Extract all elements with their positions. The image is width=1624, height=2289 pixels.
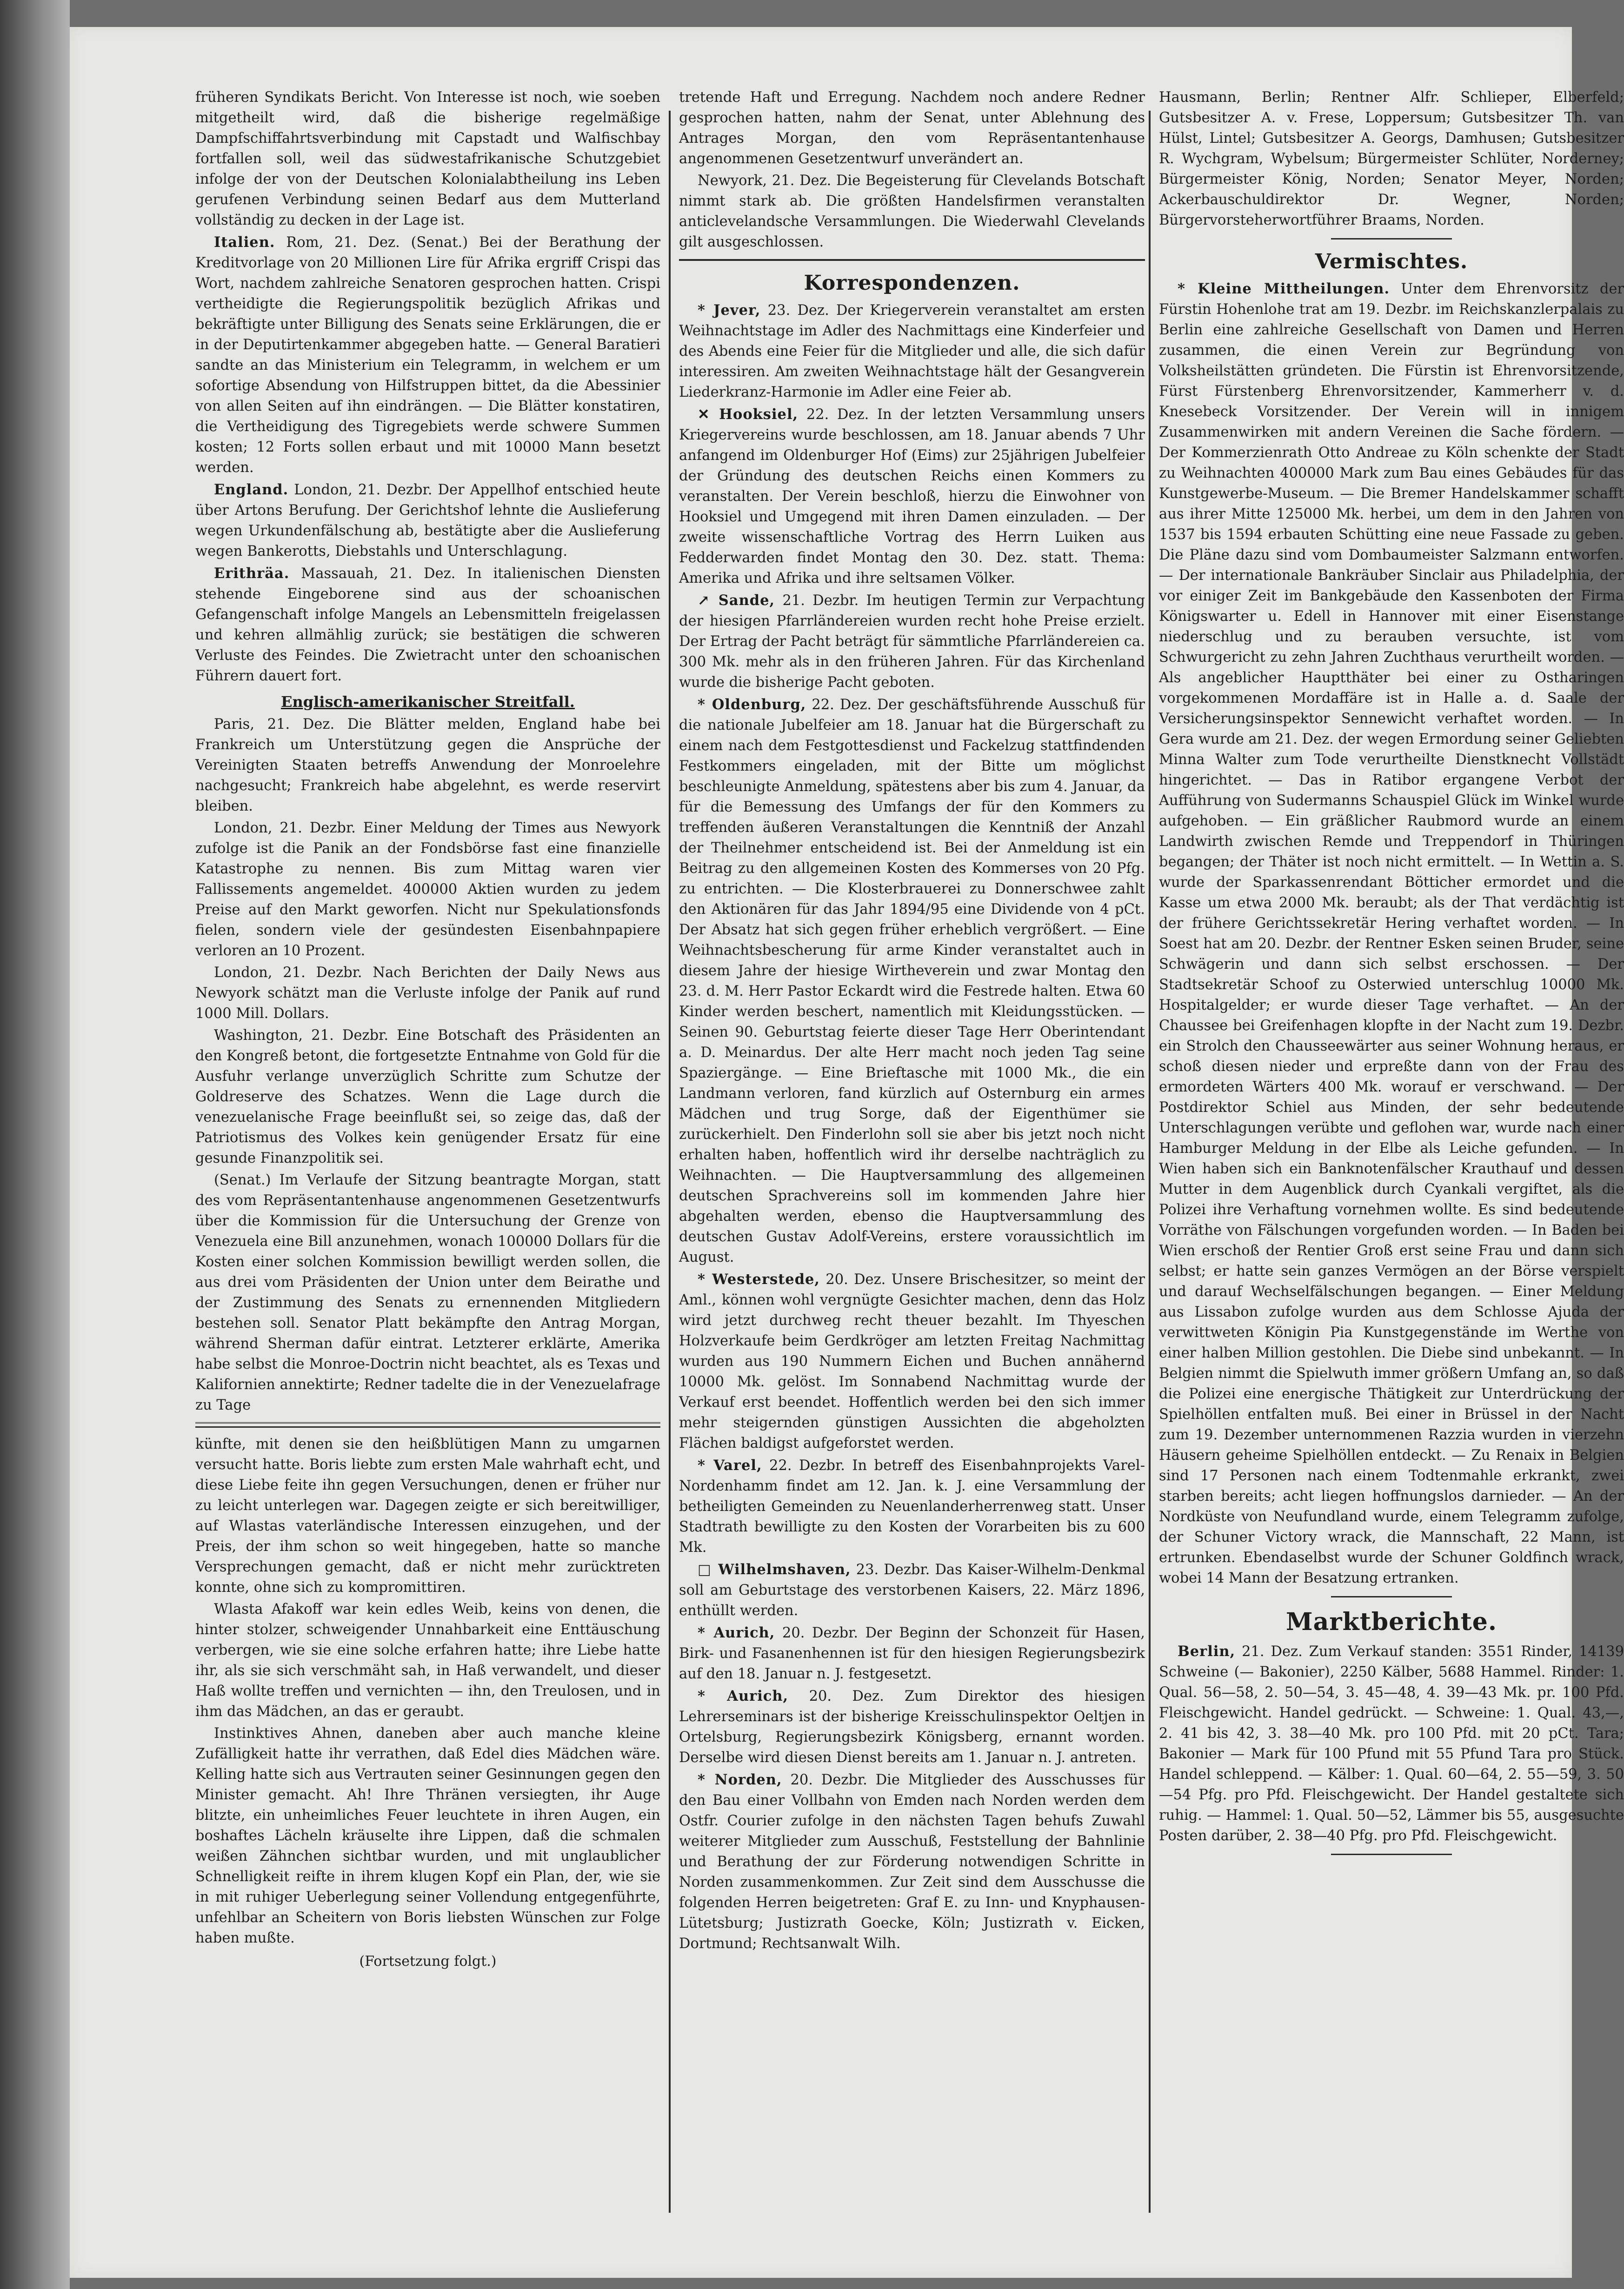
article-text: 20. Dez. Zum Direktor des hiesigen Lehrerseminars ist der bisherige Kreisschulinspektor Oeltjen in Ortelsburg, Regierungsbezirk Königsberg, ernannt worden. Derselbe wird diesen Dienst bereits am 1. Januar n. J. antreten. — [679, 1688, 1145, 1766]
column-rule — [669, 111, 671, 2213]
article-text: (Senat.) Im Verlaufe der Sitzung beantragte Morgan, statt des vom Repräsentantenhause angenommenen Gesetzentwurfs über die Kommission für die Untersuchung der Grenze von Venezuela eine Bill anzunehmen, wonach 100000 Dollars für die Kosten einer solchen Kommission bewilligt werden sollen, die aus drei vom Präsidenten der Union unter dem Beirathe und der Zustimmung des Senats zu ernennenden Mitgliedern bestehen soll. Senator Platt bekämpfte den Antrag Morgan, während Sherman dafür eintrat. Letzterer erklärte, Amerika habe selbst die Monroe-Doctrin nicht beachtet, als es Texas und Kalifornien annektirte; Redner tadelte die in der Venezuelafrage zu Tage — [195, 1172, 660, 1413]
article-lead: Italien. — [214, 234, 275, 251]
article-lead: * Oldenburg, — [698, 696, 806, 713]
newspaper-page — [70, 27, 1624, 2278]
article-text: Unter dem Ehrenvorsitz der Fürstin Hohenlohe trat am 19. Dezbr. im Reichskanzlerpalais zu Berlin eine zahlreiche Gesellschaft von Damen und Herren zusammen, die einen Verein zur Begründung von Volksheilstätten gründeten. Die Fürstin ist Ehrenvorsitzende, Fürst Fürstenberg Ehrenvorsitzender, Kammerherr v. d. Knesebeck Vorsitzender. Der Verein will in innigem Zusammenwirken mit andern Vereinen die Sache fördern. — Der Kommerzienrath Otto Andreae zu Köln schenkte der Stadt zu Weihnachten 400000 Mark zum Bau eines Gebäudes für das Kunstgewerbe-Museum. — Die Bremer Handelskammer schafft aus ihrer Mitte 125000 Mk. herbei, um dem in den Jahren von 1537 bis 1594 erbauten Schütting eine neue Fassade zu geben. Die Pläne dazu sind vom Dombaumeister Salzmann entworfen. — Der internationale Bankräuber Sinclair aus Philadelphia, der vor einiger Zeit im Bankgebäude den Kassenboten der Firma Königswarter u. Edell in Hannover mit einer Eisenstange niederschlug und zu berauben versuchte, ist vom Schwurgericht zu zehn Jahren Zuchthaus verurtheilt worden. — Als angeblicher Hauptthäter bei einer zu Ostharingen vorgekommenen Mordaffäre ist in Halle a. d. Saale der Versicherungsinspektor Sennewicht verhaftet worden. — In Gera wurde am 21. Dez. der wegen Ermordung seiner Geliebten Minna Walter zum Tode verurtheilte Dienstknecht Vollstädt hingerichtet. — Das in Ratibor ergangene Verbot der Aufführung von Sudermanns Schauspiel Glück im Winkel wurde aufgehoben. — Ein gräßlicher Raubmord wurde an einem Landwirth zwischen Remde und Treppendorf in Thüringen begangen; der Thäter ist noch nicht ermittelt. — In Wettin a. S. wurde der Sparkassenrendant Bötticher ermordet und die Kasse um etwa 2000 Mk. beraubt; als der That verdächtig ist der frühere Gerichtssekretär Hering verhaftet worden. — In Soest hat am 20. Dezbr. der Rentner Esken seinen Bruder, seine Schwägerin und dann sich selbst erschossen. — Der Stadtsekretär Schoof zu Osterwied unterschlug 10000 Mk. Hospitalgelder; er wurde dieser Tage verhaftet. — An der Chaussee bei Greifenhagen klopfte in der Nacht zum 19. Dezbr. ein Strolch den Chausseewärter aus seiner Wohnung heraus, er schoß diesen nieder und erpreßte dann von der Frau des ermordeten Wärters 400 Mk. worauf er verschwand. — Der Postdirektor Schiel aus Minden, der sehr bedeutende Unterschlagungen verübte und geflohen war, wurde nach einer Hamburger Meldung in der Elbe als Leiche gefunden. — In Wien haben sich ein Banknotenfälscher Krauthauf und dessen Mutter in dem Augenblick durch Cyankali vergiftet, als die Polizei ihre Verhaftung vornehmen wollte. Es sind bedeutende Vorräthe von Fälschungen vorgefunden worden. — In Baden bei Wien erschoß der Rentier Groß erst seine Frau und dann sich selbst; er hatte sein ganzes Vermögen an der Börse verspielt und darauf Wechselfälschungen begangen. — Einer Meldung aus Lissabon zufolge wurden aus dem Schlosse Ajuda der verwittweten Königin Pia Kunstgegenstände im Werthe von einer halben Million gestohlen. Die Diebe sind unbekannt. — In Belgien nimmt die Spielwuth immer größern Umfang an, so daß die Polizei eine energische Thätigkeit zur Unterdrückung der Spielhöllen entfalten muß. Bei einer in Brüssel in der Nacht zum 19. Dezember unternommenen Razzia wurden in vierzehn Häusern geheime Spielhöllen entdeckt. — Zu Renaix in Belgien sind 17 Personen nach einem Todtenmahle erkrankt, zwei starben bereits; acht liegen hoffnungslos darnieder. — An der Nordküste von Neufundland wurde, einem Telegramm zufolge, der Schuner Victory wrack, die Mannschaft, 22 Mann, ist ertrunken. Ebendaselbst wurde der Schuner Goldfinch wrack, wobei 14 Mann der Besatzung ertranken. — [1159, 281, 1624, 1586]
article-text: London, 21. Dezbr. Nach Berichten der Daily News aus Newyork schätzt man die Verluste infolge der Panik auf rund 1000 Mill. Dollars. — [195, 965, 660, 1022]
article-norden — [679, 1770, 1145, 1954]
column-middle — [679, 87, 1145, 2199]
article-england — [195, 479, 660, 562]
article-aurich — [679, 1623, 1145, 1684]
article-text: 23. Dezbr. Das Kaiser-Wilhelm-Denkmal soll am Geburtstage des verstorbenen Kaisers, 22. März 1896, enthüllt werden. — [679, 1562, 1145, 1619]
divider — [679, 259, 1145, 261]
section-heading: Korrespondenzen. — [804, 271, 1020, 295]
article-lead: * Kleine Mittheilungen. — [1178, 280, 1390, 297]
divider — [1331, 238, 1452, 240]
article-text: Hausmann, Berlin; Rentner Alfr. Schlieper, Elberfeld; Gutsbesitzer A. v. Frese, Loppersum; Gutsbesitzer Th. van Hülst, Lintel; Gutsbesitzer A. Georgs, Damhusen; Gutsbesitzer R. Wychgram, Wybelsum; Bürgermeister Schlüter, Norderney; Bürgermeister König, Norden; Senator Meyer, Norden; Ackerbauschuldirektor Dr. Wegner, Norden; Bürgervorsteherwortführer Braams, Norden. — [1159, 89, 1624, 228]
feuilleton-text: Instinktives Ahnen, daneben aber auch manche kleine Zufälligkeit hatte ihr verrathen, daß Edel dies Mädchen wäre. Kelling hatte sich aus Vertrauten seiner Gesinnungen gegen den Minister gemacht. Ah! Ihre Thränen versiegten, ihr Auge blitzte, ein unheimliches Feuer leuchtete in ihren Augen, ein boshaftes Lächeln kräuselte ihre Lippen, daß die schmalen weißen Zähnchen sichtbar wurden, und mit unglaublicher Schnelligkeit reifte in ihrem klugen Kopf ein Plan, der, wie sie in mit ruhiger Ueberlegung seiner Vollendung entgegenführte, unfehlbar an Scheitern von Boris liebsten Wünschen zur Folge haben mußte. — [195, 1725, 660, 1946]
article-varel — [679, 1455, 1145, 1558]
article-lead: * Norden, — [698, 1771, 782, 1788]
article-lead: * Aurich, — [698, 1624, 775, 1641]
article-text: 23. Dez. Der Kriegerverein veranstaltet am ersten Weihnachtstage im Adler des Nachmittags eine Kinderfeier und des Abends eine Feier für die Mitglieder und alle, die sich dafür interessiren. Am zweiten Weihnachtstage hält der Gesangverein Liederkranz-Harmonie im Adler eine Feier ab. — [679, 302, 1145, 400]
article-lead: Erithräa. — [214, 565, 290, 582]
article-lead: ↗ Sande, — [698, 592, 775, 609]
article-wilhelmshaven — [679, 1559, 1145, 1621]
article-lead: England. — [214, 481, 289, 498]
article-lead: □ Wilhelmshaven, — [698, 1561, 851, 1578]
article-text: Paris, 21. Dez. Die Blätter melden, England habe bei Frankreich um Unterstützung gegen die Ansprüche der Vereinigten Staaten betreffs Anwendung der Monroelehre nachgesucht; Frankreich habe abgelehnt, es werde reservirt bleiben. — [195, 716, 660, 814]
column-rule — [1149, 111, 1151, 2213]
article-aurich — [679, 1686, 1145, 1768]
article-text: 22. Dezbr. In betreff des Eisenbahnprojekts Varel-Nordenhamm findet am 12. Jan. k. J. eine Versammlung der betheiligten Gemeinden zu Neuenlanderherrenweg statt. Unser Stadtrath bewilligte zu den Kosten der Vorarbeiten bis zu 600 Mk. — [679, 1457, 1145, 1556]
article-hooksiel — [679, 404, 1145, 589]
column-right — [1159, 87, 1624, 2199]
section-heading: Vermischtes. — [1315, 250, 1468, 273]
article-text: Washington, 21. Dezbr. Eine Botschaft des Präsidenten an den Kongreß betont, die fortgesetzte Entnahme von Gold für die Ausfuhr verlange unverzüglich Schritte zum Schutze der Goldreserve des Schatzes. Wenn die Lage durch die venezuelanische Frage beeinflußt sei, so zeige das, daß der Patriotismus des Volkes kein genügender Ersatz für eine gesunde Finanzpolitik sei. — [195, 1027, 660, 1166]
article-sande — [679, 590, 1145, 693]
article-lead: * Westerstede, — [698, 1271, 820, 1288]
article-lead: * Jever, — [698, 302, 761, 319]
divider — [1331, 1854, 1452, 1855]
article-erithraea — [195, 563, 660, 686]
section-heading: Marktberichte. — [1286, 1608, 1497, 1636]
article-vermischtes — [1159, 279, 1624, 1589]
article-text: 20. Dez. Unsere Brischesitzer, so meint der Aml., können wohl vergnügte Gesichter machen, denn das Holz wird jetzt durchweg recht theuer bezahlt. Im Thyeschen Holzverkaufe beim Gerdkröger am letzten Freitag Nachmittag wurden aus 190 Nummern Eichen und Buchen annähernd 10000 Mk. gelöst. Im Sonnabend Nachmittag wurde der Verkauf erst beendet. Hoffentlich werden bei den sich immer mehr steigernden günstigen Aussichten die abgeholzten Flächen baldigst aufgeforstet werden. — [679, 1271, 1145, 1451]
article-text: Rom, 21. Dez. (Senat.) Bei der Berathung der Kreditvorlage von 20 Millionen Lire für Afrika ergriff Crispi das Wort, nachdem zahlreiche Senatoren gesprochen hatten. Crispi vertheidigte die Regierungspolitik bezüglich Afrikas und bekräftigte unter Billigung des Senats seine Erklärungen, die er in der Deputirtenkammer abgegeben hatte. — General Baratieri sandte an das Ministerium ein Telegramm, in welchem er um sofortige Absendung von Hilfstruppen bittet, da die Abessinier von allen Seiten auf ihn eindrängen. — Die Blätter konstatiren, die Vertheidigung des Tigregebiets werde schwere Summen kosten; 12 Forts sollen erbaut und mit 10000 Mann besetzt werden. — [195, 234, 660, 476]
article-italien — [195, 232, 660, 478]
article-text: früheren Syndikats Bericht. Von Interesse ist noch, wie soeben mitgetheilt wird, daß die bisherige regelmäßige Dampfschiffahrtsverbindung mit Capstadt und Walfischbay fortfallen soll, weil das südwestafrikanische Schutzgebiet infolge der von der Deutschen Kolonialabtheilung ins Leben gerufenen Verbindung seinen Bedarf aus dem Mutterland vollständig zu decken in der Lage ist. — [195, 89, 660, 228]
article-lead: ✕ Hooksiel, — [698, 406, 799, 423]
article-westerstede — [679, 1269, 1145, 1454]
continuation-note: (Fortsetzung folgt.) — [359, 1953, 497, 1970]
divider — [1331, 1596, 1452, 1597]
article-text: 22. Dez. Der geschäftsführende Ausschuß für die nationale Jubelfeier am 18. Januar hat die Bürgerschaft zu einem nach dem Festgottesdienst und Fackelzug stattfindenden Festkommers eingeladen, mit der Bitte um möglichst beschleunigte Anmeldung, spätestens aber bis zum 4. Januar, da für die Bemessung des Umfangs der für den Kommers zu treffenden äußeren Veranstaltungen die Kenntniß der Anzahl der Theilnehmer entscheidend ist. Bei der Anmeldung ist ein Beitrag zu den allgemeinen Kosten des Kommerses von 20 Pfg. zu entrichten. — Die Klosterbrauerei zu Donnerschwee zahlt den Aktionären für das Jahr 1894/95 eine Dividende von 4 pCt. Der Absatz hat sich gegen früher erheblich vergrößert. — Eine Weihnachtsbescherung für arme Kinder veranstaltet auch in diesem Jahre der hiesige Wirtheverein und zwar Montag den 23. d. M. Herr Pastor Eckardt wird die Festrede halten. Etwa 60 Kinder werden beschert, namentlich mit Kleidungsstücken. — Seinen 90. Geburtstag feierte dieser Tage Herr Oberintendant a. D. Meinardus. Der alte Herr macht noch jeden Tag seine Spaziergänge. — Eine Brieftasche mit 1000 Mk., die ein Landmann verloren, fand kürzlich auf Osternburg ein armes Mädchen und trug Sorge, daß der Eigenthümer sie zurückerhielt. Den Finderlohn soll sie aber bis jetzt noch nicht erhalten haben, hoffentlich wird ihr derselbe nachträglich zu Weihnachten. — Die Hauptversammlung des allgemeinen deutschen Sprachvereins soll im kommenden Jahre hier abgehalten werden, ebenso die Hauptversammlung des deutschen Gustav Adolf-Vereins, erstere voraussichtlich im August. — [679, 697, 1145, 1265]
article-lead: Berlin, — [1178, 1643, 1236, 1660]
article-text: 20. Dezbr. Der Beginn der Schonzeit für Hasen, Birk- und Fasanenhennen ist für den hiesigen Regierungsbezirk auf den 18. Januar n. J. festgesetzt. — [679, 1625, 1145, 1682]
article-text: 20. Dezbr. Die Mitglieder des Ausschusses für den Bau einer Vollbahn von Emden nach Norden werden dem Ostfr. Courier zufolge in den nächsten Tagen behufs Zuwahl weiterer Mitglieder zum Ausschuß, Feststellung der Bahnlinie und Berathung der zur Förderung notwendigen Schritte in Norden zusammenkommen. Zur Zeit sind dem Ausschusse die folgenden Herren beigetreten: Graf E. zu Inn- und Knyphausen-Lütetsburg; Justizrath Goecke, Köln; Justizrath v. Eicken, Dortmund; Rechtsanwalt Wilh. — [679, 1772, 1145, 1952]
section-heading: Englisch-amerikanischer Streitfall. — [281, 693, 575, 711]
article-text: London, 21. Dezbr. Der Appellhof entschied heute über Artons Berufung. Der Gerichtshof lehnte die Auslieferung wegen Urkundenfälschung ab, bestätigte aber die Auslieferung wegen Bankerotts, Diebstahls und Unterschlagung. — [195, 482, 660, 559]
article-text: 22. Dez. In der letzten Versammlung unsers Kriegervereins wurde beschlossen, am 18. Januar abends 7 Uhr anfangend im Oldenburger Hof (Eims) zur 25jährigen Jubelfeier der Gründung des deutschen Reichs einen Kommers zu veranstalten. Der Verein beschloß, hierzu die Einwohner von Hooksiel und Umgegend mit ihren Damen einzuladen. — Der zweite wissenschaftliche Vortrag des Herrn Luiken aus Fedderwarden findet Montag den 30. Dez. statt. Thema: Amerika und Afrika und ihre seltsamen Völker. — [679, 406, 1145, 586]
feuilleton-rule — [195, 1422, 660, 1428]
feuilleton-text: künfte, mit denen sie den heißblütigen Mann zu umgarnen versucht hatte. Boris liebte zum ersten Male wahrhaft echt, und diese Liebe feite ihn gegen Versuchungen, denen er früher nur zu leicht unterlegen war. Dagegen zeigte er sich bereitwilliger, auf Wlastas vaterländische Interessen einzugehen, und der Preis, der ihm schon so weit hingegeben, hatte so manche Versprechungen gemacht, daß er nicht mehr zurücktreten konnte, ohne sich zu kompromittiren. — [195, 1436, 660, 1596]
article-text: 21. Dezbr. Im heutigen Termin zur Verpachtung der hiesigen Pfarrländereien wurden recht hohe Preise erzielt. Der Ertrag der Pacht beträgt für sämmtliche Pfarrländereien ca. 300 Mk. mehr als in den früheren Jahren. Für das Kirchenland wurde die bisherige Pacht geboten. — [679, 592, 1145, 691]
article-text: 21. Dez. Zum Verkauf standen: 3551 Rinder, 14139 Schweine (— Bakonier), 2250 Kälber, 5688 Hammel. Rinder: 1. Qual. 56—58, 2. 50—54, 3. 45—48, 4. 39—43 Mk. pr. 100 Pfd. Fleischgewicht. Handel gedrückt. — Schweine: 1. Qual. 43,—, 2. 41 bis 42, 3. 38—40 Mk. pro 100 Pfd. mit 20 pCt. Tara; Bakonier — Mark für 100 Pfund mit 55 Pfund Tara pro Stück. Handel schleppend. — Kälber: 1. Qual. 60—64, 2. 55—59, 3. 50—54 Pfg. pro Pfd. Fleischgewicht. Der Handel gestaltete sich ruhig. — Hammel: 1. Qual. 50—52, Lämmer bis 55, ausgesuchte Posten darüber, 2. 38—40 Pfg. pro Pfd. Fleischgewicht. — [1159, 1644, 1624, 1844]
feuilleton-text: Wlasta Afakoff war kein edles Weib, keins von denen, die hinter stolzer, schweigender Unnahbarkeit eine Enttäuschung verbergen, wie sie eine solche erfahren hatte; ihre Liebe hatte ihr, als sie sich verschmäht sah, in Haß verwandelt, und dieser Haß wollte treffen und vernichten — ihn, den Treulosen, und in ihm das Mädchen, an das er geraubt. — [195, 1601, 660, 1720]
article-text: Newyork, 21. Dez. Die Begeisterung für Clevelands Botschaft nimmt stark ab. Die größten Handelsfirmen veranstalten anticlevelandsche Versammlungen. Die Wiederwahl Clevelands gilt ausgeschlossen. — [679, 173, 1145, 250]
article-lead: * Varel, — [698, 1457, 762, 1474]
article-text: tretende Haft und Erregung. Nachdem noch andere Redner gesprochen hatten, nahm der Senat, unter Ablehnung des Antrages Morgan, den vom Repräsentantenhause angenommenen Gesetzentwurf unverändert an. — [679, 89, 1145, 167]
column-left — [195, 87, 660, 2199]
article-text: Massauah, 21. Dez. In italienischen Diensten stehende Eingeborene sind aus der schoanischen Gefangenschaft infolge Mangels an Lebensmitteln freigelassen und kehren allmählig zurück; sie bestätigen die schweren Verluste des Feindes. Die Zwietracht unter den schoanischen Führern dauert fort. — [195, 566, 661, 684]
article-jever — [679, 300, 1145, 403]
binding-edge — [0, 0, 70, 2289]
article-markt — [1159, 1641, 1624, 1846]
article-oldenburg — [679, 694, 1145, 1268]
article-text: London, 21. Dezbr. Einer Meldung der Times aus Newyork zufolge ist die Panik an der Fondsbörse fast eine finanzielle Katastrophe zu nennen. Bis zum Mittag waren vier Fallissements angemeldet. 400000 Aktien wurden zu jedem Preise auf den Markt geworfen. Nicht nur Spekulationsfonds fielen, sondern viele der gesündesten Eisenbahnpapiere verloren an 10 Prozent. — [195, 820, 660, 959]
article-lead: * Aurich, — [698, 1688, 789, 1704]
